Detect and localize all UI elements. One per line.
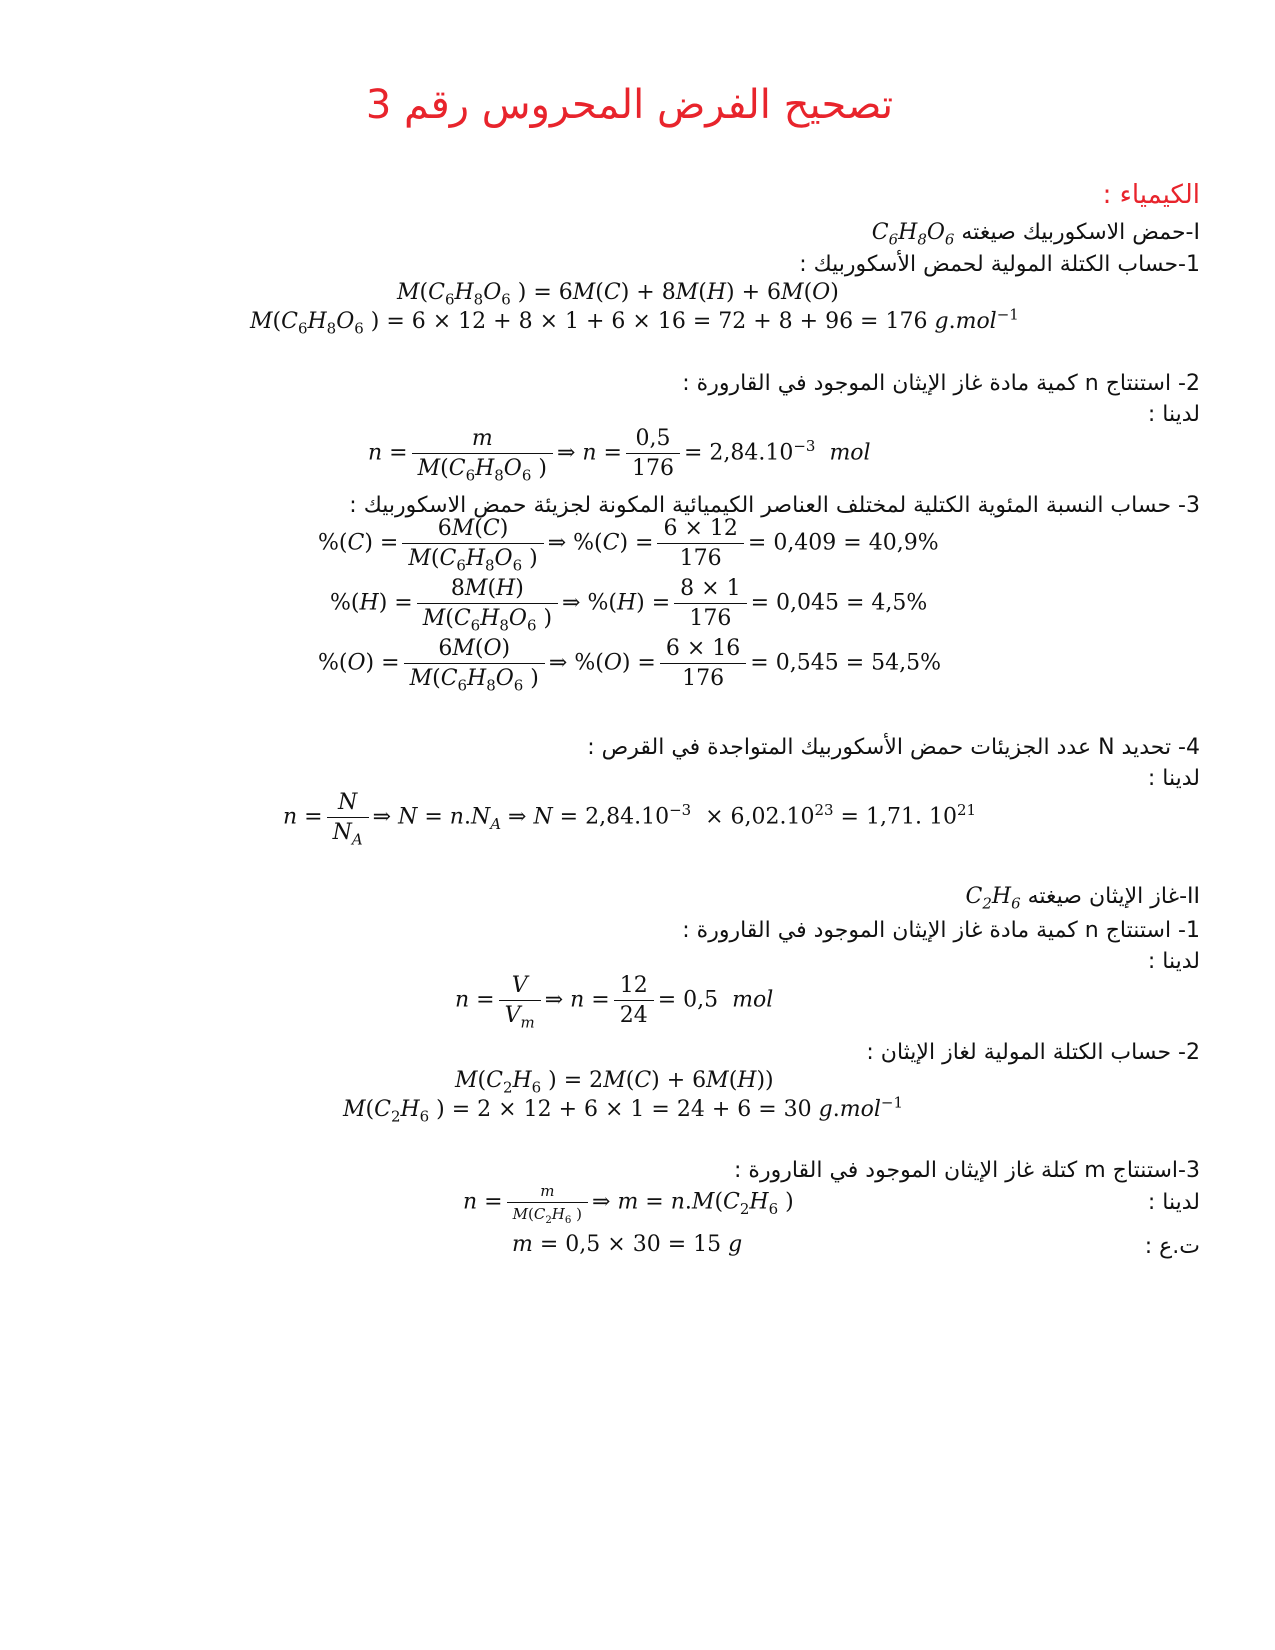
ethane-formula: $C_2H_6$ [965,884,1021,913]
part1-q3: 3- حساب النسبة المئوية الكتلية لمختلف العناصر الكيميائية المكونة لجزيئة حمض الاسكوربيك : [349,493,1200,518]
gas-amount-formula: n = $\frac{V}{V_m}$ ⇒ n = $\frac{12}{24}$ = 0,5 mol [455,973,774,1032]
part2-q1: 1- استنتاج n كمية مادة غاز الإيثان الموجود في القارورة : [682,918,1200,943]
chemistry-heading: الكيمياء : [1102,180,1200,210]
part1-heading: I-حمض الاسكوربيك صيغته $C_6H_8O_6$ [871,220,1200,249]
mass-calc: m = 0,5 × 30 = 15 g [512,1232,743,1257]
ethane-molar-mass-formula: $M(C_2H_6$ ) = 2M(C) + 6M(H)) [455,1068,774,1097]
part2-q1-given: لدينا : [1147,949,1200,974]
percent-oxygen: %(O) = $\frac{6M(O)}{M(C_6H_8O_6 )}$ ⇒ %(O) = $\frac{6 \times 16}{176}$ = 0,545 = 54,5% [318,636,942,695]
mass-formula: n = $\frac{m}{M(C_2H_6 )}$ ⇒ $m = n.M(C_2H_6$ ) [463,1182,794,1226]
part2-q3: 3-استنتاج m كتلة غاز الإيثان الموجود في القارورة : [734,1158,1200,1183]
molar-mass-calc: $M(C_6H_8O_6$ ) = 6 × 12 + 8 × 1 + 6 × 16 = 72 + 8 + 96 = 176 g.mol$^{-1}$ [250,305,1019,338]
part2-heading: II-غاز الإيثان صيغته $C_2H_6$ [965,884,1200,913]
percent-carbon: %(C) = $\frac{6M(C)}{M(C_6H_8O_6 )}$ ⇒ %(C) = $\frac{6 \times 12}{176}$ = 0,409 = 40,9% [318,516,939,575]
part2-q3-app: ت.ع : [1144,1234,1200,1259]
percent-hydrogen: %(H) = $\frac{8M(H)}{M(C_6H_8O_6 )}$ ⇒ %(H) = $\frac{8 \times 1}{176}$ = 0,045 = 4,5% [330,576,928,635]
ethane-molar-mass-calc: $M(C_2H_6$ ) = 2 × 12 + 6 × 1 = 24 + 6 = 30 g.mol$^{-1}$ [343,1093,903,1126]
ascorbic-formula: $C_6H_8O_6$ [871,220,955,249]
part1-q2-given: لدينا : [1147,402,1200,427]
part2-q3-given: لدينا : [1147,1190,1200,1215]
page-title: تصحيح الفرض المحروس رقم 3 [365,82,894,128]
molecule-count: n = $\frac{N}{N_A}$ ⇒ $N = n.N_A$ ⇒ $N = 2,84.10^{-3} \times 6,02.10^{23} = 1,71$. $10^{21}$ [283,790,976,849]
part1-q2: 2- استنتاج n كمية مادة غاز الإيثان الموجود في القارورة : [682,371,1200,396]
part1-q4: 4- تحديد N عدد الجزيئات حمض الأسكوربيك المتواجدة في القرص : [587,735,1200,760]
part1-q1: 1-حساب الكتلة المولية لحمض الأسكوربيك : [799,252,1200,277]
molar-mass-formula: $M(C_6H_8O_6$ ) = 6M(C) + 8M(H) + 6M(O) [397,280,839,309]
amount-formula: n = $\frac{m}{M(C_6H_8O_6 )}$ ⇒ n = $\frac{0,5}{176}$ = $2,84.10^{-3}$ mol [368,426,871,485]
part2-q2: 2- حساب الكتلة المولية لغاز الإيثان : [866,1040,1200,1065]
part1-q4-given: لدينا : [1147,766,1200,791]
